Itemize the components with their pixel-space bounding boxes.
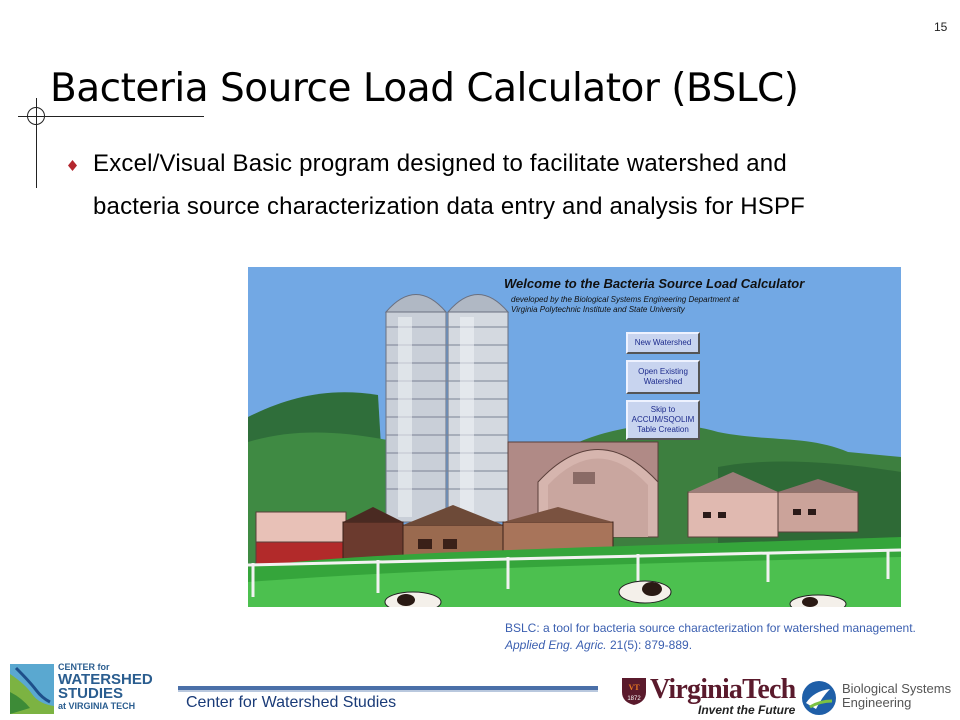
app-subtitle-line2: Virginia Polytechnic Institute and State University (511, 305, 685, 314)
vt-name: VirginiaTech (650, 674, 796, 705)
slide-title: Bacteria Source Load Calculator (BSLC) (50, 66, 799, 111)
citation (505, 620, 955, 654)
bslc-app-screenshot (248, 267, 901, 607)
bullet-text: Excel/Visual Basic program designed to facilitate watershed and bacteria source characterization data entry and analysis for HSPF (93, 150, 806, 220)
citation-text: BSLC: a tool for bacteria source characterization for watershed management. (505, 621, 916, 635)
bse-globe-icon (800, 679, 838, 717)
virginia-tech-logo (620, 676, 798, 718)
open-existing-watershed-button[interactable]: Open Existing Watershed (626, 360, 700, 394)
app-welcome-title: Welcome to the Bacteria Source Load Calculator (504, 276, 805, 291)
vt-shield-icon (620, 676, 648, 706)
vt-tagline: Invent the Future (698, 703, 796, 717)
center-for-watershed-studies-logo (10, 662, 172, 716)
skip-to-table-creation-button[interactable]: Skip to ACCUM/SQOLIM Table Creation (626, 400, 700, 440)
bse-line2: Engineering (842, 695, 912, 710)
app-subtitle-line1: developed by the Biological Systems Engineering Department at (511, 295, 740, 304)
farm-illustration (248, 267, 901, 607)
cws-line3: STUDIES (58, 685, 124, 702)
cws-line1: CENTER for (58, 662, 110, 672)
new-watershed-button[interactable]: New Watershed (626, 332, 700, 354)
diamond-bullet-icon (68, 160, 77, 171)
cws-logo-text (58, 662, 153, 712)
crosshair-circle (27, 107, 45, 125)
footer-divider (178, 686, 598, 692)
vt-year: 1872 (627, 696, 641, 702)
slide-number: 15 (934, 20, 948, 34)
crosshair-horizontal-line (18, 116, 204, 117)
svg-text:VT: VT (628, 683, 640, 692)
citation-reference: 21(5): 879-889. (609, 638, 693, 652)
cws-line2: WATERSHED (58, 671, 153, 688)
watershed-map-icon (10, 664, 54, 714)
bse-logo-text (842, 682, 951, 710)
bse-line1: Biological Systems (842, 681, 952, 696)
biological-systems-engineering-logo (800, 678, 956, 718)
footer-label: Center for Watershed Studies (186, 694, 397, 711)
app-subtitle (511, 295, 739, 315)
citation-journal: Applied Eng. Agric. (505, 638, 607, 652)
cws-line4: at VIRGINIA TECH (58, 701, 136, 711)
